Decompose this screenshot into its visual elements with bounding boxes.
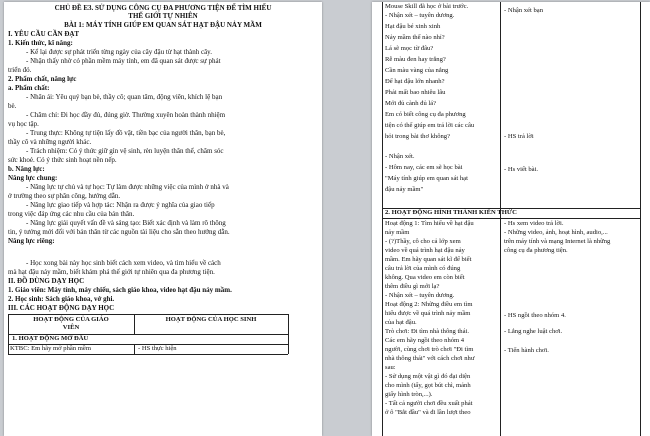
- section-heading: III. CÁC HOẠT ĐỘNG DẠY HỌC: [8, 304, 115, 312]
- table-cell: - (?)Thầy, cô cho cả lớp xem: [385, 238, 461, 245]
- table-cell: Các em hãy ngồi theo nhóm 4: [385, 337, 465, 344]
- table-header-student: HOẠT ĐỘNG CỦA HỌC SINH: [165, 316, 257, 323]
- poem-line: Rễ màu đen hay trắng?: [385, 56, 446, 63]
- table-cell: - HS thực hiện: [138, 345, 177, 352]
- body-line: - Kể lại được sự phát triển từng ngày của cây đậu từ hạt thành cây.: [26, 48, 212, 56]
- body-line: - Nhân ái: Yêu quý bạn bè, thầy cô; quan tâm, động viên, khích lệ bạn: [26, 93, 223, 101]
- chapter-title: CHỦ ĐỀ E3. SỬ DỤNG CÔNG CỤ ĐA PHƯƠNG TIỆN ĐỂ TÌM HIỂU: [54, 4, 272, 12]
- poem-line: Để hạt đậu lớn nhanh?: [385, 78, 445, 85]
- table-header-teacher: VIÊN: [62, 324, 80, 331]
- poem-line: Nảy mầm thế nào nhỉ?: [385, 34, 445, 41]
- subsection-heading: a. Phẩm chất:: [8, 84, 50, 92]
- table-cell: đậu nảy mầm": [385, 186, 424, 193]
- table-cell: công cụ đa phương tiện.: [504, 247, 568, 254]
- body-line: - Trung thực: Không tự tiện lấy đồ vật, tiền bạc của người thân, bạn bè,: [26, 129, 226, 137]
- body-line: mà hạt đậu nảy mầm, biết khám phá thế giới tự nhiên qua đa phương tiện.: [8, 268, 215, 276]
- body-line: bè.: [8, 102, 17, 110]
- body-line: vụ học tập.: [8, 120, 39, 128]
- table-cell: - Hs xem video trả lời.: [504, 220, 564, 227]
- table-cell: không. Qua video em còn biết: [385, 274, 465, 281]
- table-cell: - Sử dụng một vật gì đó đại diện: [385, 373, 471, 380]
- table-cell: thêm điều gì mới lạ?: [385, 283, 440, 290]
- lesson-title: BÀI 1: MÁY TÍNH GIÚP EM QUAN SÁT HẠT ĐẬU NẢY MẦM: [64, 21, 262, 29]
- table-header-teacher: HOẠT ĐỘNG CỦA GIÁO: [33, 316, 109, 323]
- body-line: - Nhận thấy nhờ có phần mềm máy tính, em đã quan sát được sự phát: [26, 57, 221, 65]
- body-line: trong việc đáp ứng các nhu cầu của bản thân.: [8, 210, 135, 218]
- table-cell: Hoạt động 2: Những điều em tìm: [385, 301, 473, 308]
- poem-line: Cần màu vàng của nắng: [385, 67, 449, 74]
- body-line: - Trách nhiệm: Có ý thức giữ gìn vệ sinh, rèn luyện thân thể, chăm sóc: [26, 147, 224, 155]
- poem-line: Mới đủ cành đủ lá?: [385, 100, 437, 107]
- subsection-heading: Năng lực chung:: [8, 174, 58, 182]
- table-cell: video về quá trình hạt đậu nảy: [385, 247, 465, 254]
- table-cell: ở ô "Bắt đầu" và đi lần lượt theo: [385, 409, 471, 416]
- body-line: tin, ý tưởng mới đối với bản thân từ các nguồn tài liệu cho sẵn theo hướng dẫn.: [8, 228, 230, 236]
- table-cell: giấy hình tròn,...).: [385, 391, 433, 398]
- table-cell: - Nhận xét.: [385, 153, 415, 160]
- section-heading: I. YÊU CẦU CẦN ĐẠT: [8, 30, 80, 38]
- table-cell: - HS ngồi theo nhóm 4.: [504, 312, 566, 319]
- table-cell: - Những video, ảnh, hoạt hình, audio,...: [504, 229, 608, 236]
- body-line: sức khoẻ. Có ý thức sinh hoạt nền nếp.: [8, 156, 117, 164]
- table-cell: KTBC: Em hãy mở phần mềm: [10, 345, 91, 352]
- table-cell: hỏi trong bài thơ không?: [385, 133, 451, 140]
- table-cell: tiện có thể giúp em trả lời các câu: [385, 122, 475, 129]
- table-cell: nhà thông thái" với cách chơi như: [385, 355, 475, 362]
- subsection-heading: b. Năng lực:: [8, 165, 45, 173]
- table-cell: - Lắng nghe luật chơi.: [504, 328, 563, 335]
- table-cell: của hạt đậu.: [385, 319, 417, 326]
- table-cell: mầm. Em hãy quan sát kĩ để biết: [385, 256, 472, 263]
- table-cell: - Tiến hành chơi.: [504, 347, 549, 354]
- body-line: 2. Học sinh: Sách giáo khoa, vở ghi.: [8, 295, 115, 303]
- table-cell: Mouse Skill đã học ở bài trước.: [385, 3, 469, 10]
- document-page-left: [4, 2, 322, 436]
- body-line: 1. Giáo viên: Máy tính, máy chiếu, sách giáo khoa, video hạt đậu nảy mầm.: [8, 286, 232, 294]
- body-line: - Học xong bài này học sinh biết cách xem video, và tìm hiểu về cách: [26, 259, 221, 267]
- body-line: - Năng lực tự chủ và tự học: Tự làm được những việc của mình ở nhà và: [26, 183, 229, 191]
- body-line: - Năng lực giải quyết vấn đề và sáng tạo: Biết xác định và làm rõ thông: [26, 219, 226, 227]
- subsection-heading: Năng lực riêng:: [8, 237, 55, 245]
- table-cell: Em có biết công cụ đa phương: [385, 111, 466, 118]
- table-section-row: 2. HOẠT ĐỘNG HÌNH THÀNH KIẾN THỨC: [385, 209, 517, 216]
- table-cell: sau:: [385, 364, 396, 371]
- body-line: triển đó.: [8, 66, 32, 74]
- document-page-right: [372, 2, 650, 436]
- table-cell: nảy mầm: [385, 229, 410, 236]
- table-cell: Hoạt động 1: Tìm hiểu về hạt đậu: [385, 220, 474, 227]
- table-cell: câu trả lời của mình có đúng: [385, 265, 461, 272]
- table-cell: Trò chơi: Đi tìm nhà thông thái.: [385, 328, 470, 335]
- body-line: thầy cô và những người khác.: [8, 138, 92, 146]
- table-cell: người, cùng chơi trò chơi "Đi tìm: [385, 346, 474, 353]
- table-cell: - HS trả lời: [504, 133, 534, 140]
- poem-line: Phải mất bao nhiêu lâu: [385, 89, 446, 96]
- table-cell: - Hs viết bài.: [504, 166, 539, 173]
- chapter-title-line2: THẾ GIỚI TỰ NHIÊN: [128, 12, 198, 20]
- poem-line: Lá sẽ mọc từ đâu?: [385, 45, 434, 52]
- section-heading: II. ĐỒ DÙNG DẠY HỌC: [8, 277, 85, 285]
- table-cell: cho mình (tẩy, gọt bút chì, mảnh: [385, 382, 471, 389]
- subsection-heading: 1. Kiến thức, kĩ năng:: [8, 39, 73, 47]
- poem-line: Hạt đậu bé xinh xinh: [385, 23, 441, 30]
- body-line: - Năng lực giao tiếp và hợp tác: Nhận ra được ý nghĩa của giao tiếp: [26, 201, 215, 209]
- table-cell: - Tất cả người chơi đều xuất phát: [385, 400, 473, 407]
- body-line: ở trường theo sự phân công, hướng dẫn.: [8, 192, 121, 200]
- subsection-heading: 2. Phẩm chất, năng lực: [8, 75, 77, 83]
- table-cell: - Nhận xét bạn: [504, 7, 543, 14]
- table-cell: hiểu được về quá trình nảy mầm: [385, 310, 471, 317]
- table-cell: trên máy tính và mạng Internet là những: [504, 238, 611, 245]
- body-line: - Chăm chỉ: Đi học đầy đủ, đúng giờ. Thường xuyên hoàn thành nhiệm: [26, 111, 226, 119]
- table-cell: - Nhận xét – tuyên dương.: [385, 292, 455, 299]
- table-section-row: 1. HOẠT ĐỘNG MỞ ĐẦU: [12, 335, 89, 342]
- table-cell: "Máy tính giúp em quan sát hạt: [385, 175, 468, 182]
- table-cell: - Hôm nay, các em sẽ học bài: [385, 164, 463, 171]
- table-cell: - Nhận xét – tuyên dương.: [385, 12, 455, 19]
